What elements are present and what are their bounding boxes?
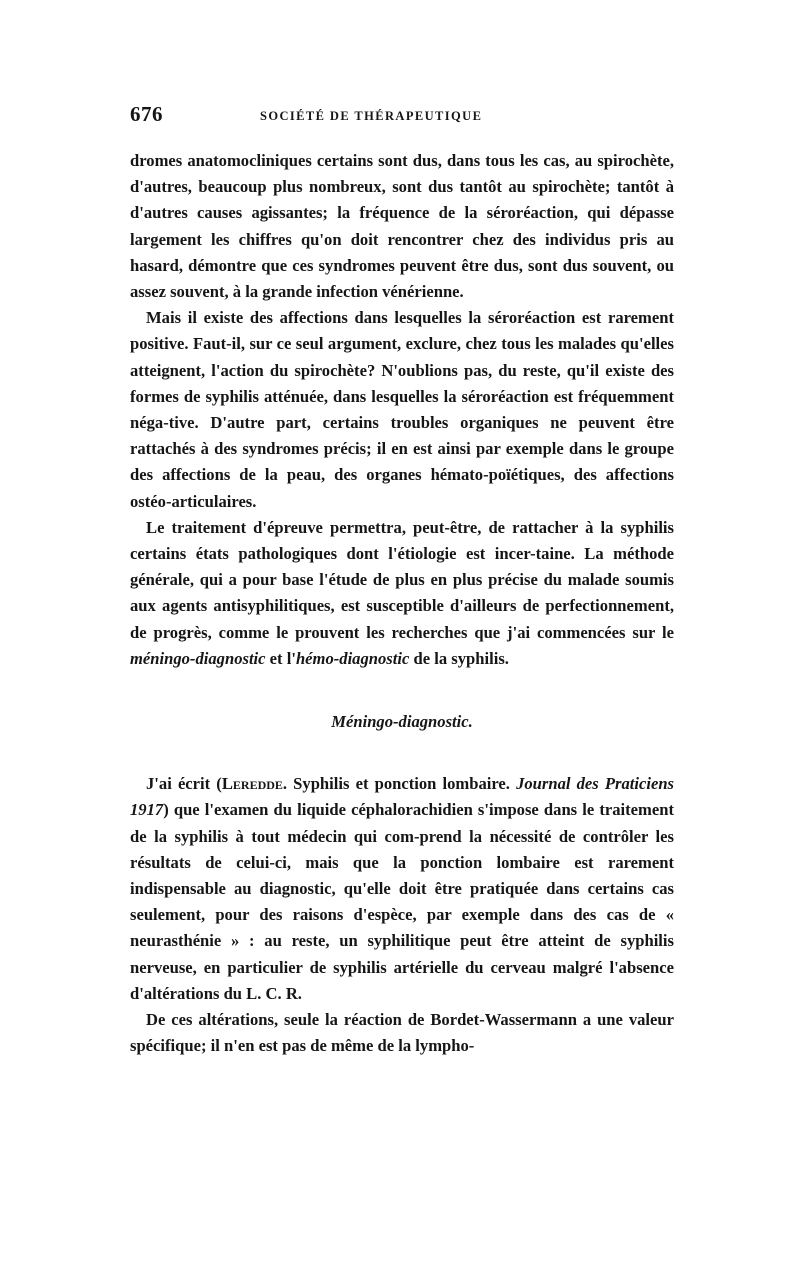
hemo-diagnostic-term: hémo-diagnostic: [295, 648, 410, 668]
paragraph-2-text: Mais il existe des affections dans lesquelles la séroréaction est rarement positive. Faut-il, sur ce seul argument, exclure, chez tous les malades qu'elles atteignent, l'action du spirochète? N'oublions pas, du reste, qu'il existe des formes de syphilis atténuée, dans lesquelles la séroréaction est fréquemment néga-tive. D'autre part, certains troubles organiques ne peuvent être rattachés à des syndromes précis; il en est ainsi par exemple dans le groupe des affections de la peau, des organes hémato-poïétiques, des affections ostéo-articulaires.: [130, 308, 674, 511]
running-head: [130, 102, 674, 132]
paragraph-3-text-after: de la syphilis.: [409, 648, 509, 668]
meningo-diagnostic-term: méningo-diagnostic: [130, 648, 266, 668]
journal-citation: Journal des Praticiens 1917: [130, 774, 674, 820]
paragraph-4-text-middle: . Syphilis et ponction lombaire.: [282, 774, 517, 794]
section-heading: Méningo-diagnostic.: [331, 712, 473, 732]
paragraph-3-text-before: Le traitement d'épreuve permettra, peut-être, de rattacher à la syphilis certains états pathologiques dont l'étiologie est incer-taine. La méthode générale, qui a pour base l'étude de plus en plus précise du malade soumis aux agents antisyphilitiques, est susceptible d'ailleurs de perfectionnement, de progrès, comme le prouvent les recherches que j'ai commencées sur le: [130, 517, 674, 642]
paragraph-3-text-middle: et l': [265, 648, 296, 668]
paragraph-1-text: dromes anatomocliniques certains sont dus, dans tous les cas, au spirochète, d'autres, beaucoup plus nombreux, sont dus tantôt au spirochète; tantôt à d'autres causes agissantes; la fréquence de la séroréaction, qui dépasse largement les chiffres qu'on doit rencontrer chez des individus pris au hasard, démontre que ces syndromes peuvent être dus, sont dus souvent, ou assez souvent, à la grande infection vénérienne.: [130, 151, 674, 302]
paragraph-4: [130, 771, 674, 1007]
paragraph-5: [130, 1007, 674, 1059]
body-text: [130, 148, 674, 1060]
author-name: Leredde: [221, 774, 283, 794]
running-title: SOCIÉTÉ DE THÉRAPEUTIQUE: [260, 109, 483, 123]
paragraph-4-text-before: J'ai écrit (: [146, 774, 222, 794]
paragraph-5-text: De ces altérations, seule la réaction de Bordet-Wassermann a une valeur spécifique; il n'en est pas de même de la lympho-: [130, 1010, 674, 1056]
paragraph-1: [130, 148, 674, 305]
paragraph-2: [130, 305, 674, 515]
book-page: [130, 102, 674, 1060]
page-number: 676: [130, 102, 163, 126]
paragraph-3: [130, 515, 674, 672]
paragraph-4-text-after: ) que l'examen du liquide céphalorachidien s'impose dans le traitement de la syphilis à tout médecin qui com-prend la nécessité de contrôler les résultats de celui-ci, mais que la ponction lombaire est rarement indispensable au diagnostic, qu'elle doit être pratiquée dans certains cas seulement, pour des raisons d'espèce, par exemple dans des cas de « neurasthénie » : au reste, un syphilitique peut être atteint de syphilis nerveuse, en particulier de syphilis artérielle du cerveau malgré l'absence d'altérations du L. C. R.: [130, 800, 674, 1003]
